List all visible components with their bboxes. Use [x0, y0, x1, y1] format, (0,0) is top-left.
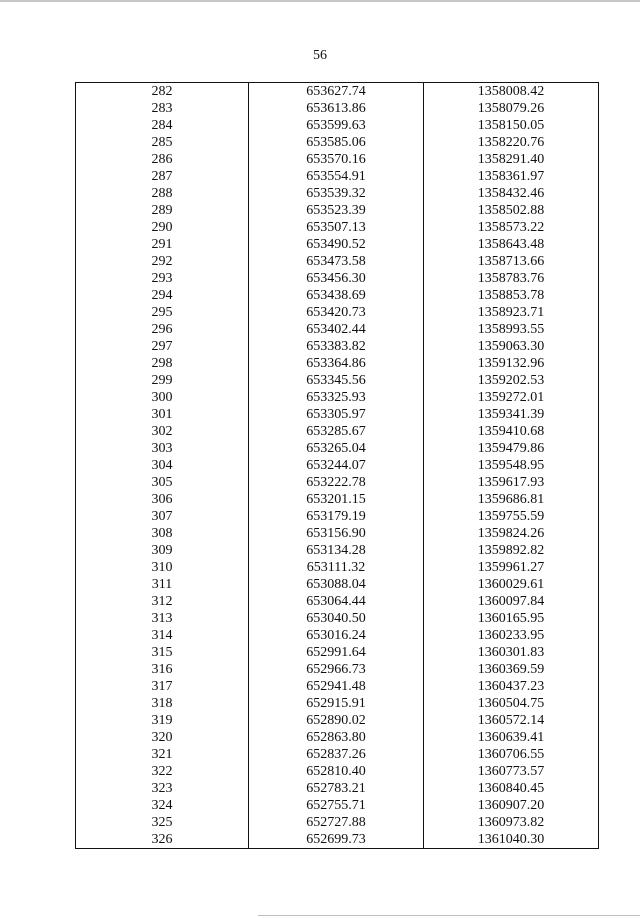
coordinate-table — [75, 82, 599, 849]
coordinate-y-cell: 1358643.48 — [424, 236, 599, 253]
coordinate-y-cell: 1360706.55 — [424, 746, 599, 763]
table-row — [76, 389, 599, 406]
page-number: 56 — [313, 48, 327, 63]
coordinate-x-cell: 652863.80 — [249, 729, 424, 746]
coordinate-y-cell: 1360097.84 — [424, 593, 599, 610]
table-row — [76, 406, 599, 423]
coordinate-y-cell: 1358502.88 — [424, 202, 599, 219]
coordinate-x-cell: 653040.50 — [249, 610, 424, 627]
table-row — [76, 729, 599, 746]
point-number-cell: 316 — [76, 661, 249, 678]
coordinate-x-cell: 653134.28 — [249, 542, 424, 559]
point-number-cell: 302 — [76, 423, 249, 440]
table-row — [76, 440, 599, 457]
coordinate-y-cell: 1358150.05 — [424, 117, 599, 134]
coordinate-x-cell: 653402.44 — [249, 321, 424, 338]
coordinate-x-cell: 653265.04 — [249, 440, 424, 457]
coordinate-x-cell: 653585.06 — [249, 134, 424, 151]
point-number-cell: 307 — [76, 508, 249, 525]
table-row — [76, 168, 599, 185]
coordinate-y-cell: 1360369.59 — [424, 661, 599, 678]
point-number-cell: 285 — [76, 134, 249, 151]
point-number-cell: 305 — [76, 474, 249, 491]
table-row — [76, 338, 599, 355]
table-row — [76, 457, 599, 474]
table-row — [76, 151, 599, 168]
table-row — [76, 763, 599, 780]
coordinate-y-cell: 1360504.75 — [424, 695, 599, 712]
coordinate-y-cell: 1358432.46 — [424, 185, 599, 202]
coordinate-y-cell: 1361040.30 — [424, 831, 599, 849]
point-number-cell: 319 — [76, 712, 249, 729]
coordinate-x-cell: 653222.78 — [249, 474, 424, 491]
table-row — [76, 542, 599, 559]
coordinate-y-cell: 1360773.57 — [424, 763, 599, 780]
coordinate-x-cell: 653156.90 — [249, 525, 424, 542]
coordinate-x-cell: 653507.13 — [249, 219, 424, 236]
point-number-cell: 317 — [76, 678, 249, 695]
point-number-cell: 318 — [76, 695, 249, 712]
point-number-cell: 309 — [76, 542, 249, 559]
coordinate-y-cell: 1359686.81 — [424, 491, 599, 508]
table-row — [76, 559, 599, 576]
coordinate-x-cell: 653599.63 — [249, 117, 424, 134]
table-row — [76, 270, 599, 287]
coordinate-y-cell: 1360907.20 — [424, 797, 599, 814]
table-row — [76, 372, 599, 389]
point-number-cell: 322 — [76, 763, 249, 780]
coordinate-y-cell: 1360165.95 — [424, 610, 599, 627]
table-row — [76, 423, 599, 440]
coordinate-x-cell: 653438.69 — [249, 287, 424, 304]
table-row — [76, 219, 599, 236]
coordinate-x-cell: 653383.82 — [249, 338, 424, 355]
table-row — [76, 253, 599, 270]
table-row — [76, 185, 599, 202]
point-number-cell: 325 — [76, 814, 249, 831]
table-row — [76, 695, 599, 712]
point-number-cell: 310 — [76, 559, 249, 576]
table-row — [76, 712, 599, 729]
coordinate-y-cell: 1359961.27 — [424, 559, 599, 576]
coordinate-x-cell: 653420.73 — [249, 304, 424, 321]
coordinate-x-cell: 652755.71 — [249, 797, 424, 814]
coordinate-x-cell: 652727.88 — [249, 814, 424, 831]
coordinate-y-cell: 1360973.82 — [424, 814, 599, 831]
coordinate-y-cell: 1359548.95 — [424, 457, 599, 474]
point-number-cell: 299 — [76, 372, 249, 389]
coordinate-y-cell: 1359063.30 — [424, 338, 599, 355]
table-row — [76, 780, 599, 797]
coordinate-x-cell: 653201.15 — [249, 491, 424, 508]
coordinate-table-body — [76, 83, 599, 849]
point-number-cell: 290 — [76, 219, 249, 236]
point-number-cell: 320 — [76, 729, 249, 746]
coordinate-x-cell: 653325.93 — [249, 389, 424, 406]
point-number-cell: 308 — [76, 525, 249, 542]
coordinate-x-cell: 653364.86 — [249, 355, 424, 372]
coordinate-y-cell: 1358993.55 — [424, 321, 599, 338]
coordinate-x-cell: 652837.26 — [249, 746, 424, 763]
table-row — [76, 491, 599, 508]
table-row — [76, 304, 599, 321]
point-number-cell: 291 — [76, 236, 249, 253]
point-number-cell: 284 — [76, 117, 249, 134]
coordinate-x-cell: 652699.73 — [249, 831, 424, 849]
point-number-cell: 314 — [76, 627, 249, 644]
coordinate-x-cell: 653570.16 — [249, 151, 424, 168]
coordinate-y-cell: 1358361.97 — [424, 168, 599, 185]
point-number-cell: 283 — [76, 100, 249, 117]
coordinate-y-cell: 1358008.42 — [424, 83, 599, 101]
point-number-cell: 326 — [76, 831, 249, 849]
point-number-cell: 324 — [76, 797, 249, 814]
coordinate-x-cell: 653088.04 — [249, 576, 424, 593]
coordinate-x-cell: 653539.32 — [249, 185, 424, 202]
coordinate-y-cell: 1359272.01 — [424, 389, 599, 406]
point-number-cell: 286 — [76, 151, 249, 168]
scan-edge-top — [0, 0, 640, 2]
coordinate-x-cell: 653627.74 — [249, 83, 424, 101]
table-row — [76, 644, 599, 661]
table-row — [76, 831, 599, 849]
point-number-cell: 288 — [76, 185, 249, 202]
coordinate-y-cell: 1359755.59 — [424, 508, 599, 525]
coordinate-x-cell: 653456.30 — [249, 270, 424, 287]
point-number-cell: 323 — [76, 780, 249, 797]
point-number-cell: 294 — [76, 287, 249, 304]
point-number-cell: 311 — [76, 576, 249, 593]
coordinate-x-cell: 653016.24 — [249, 627, 424, 644]
coordinate-x-cell: 652890.02 — [249, 712, 424, 729]
point-number-cell: 315 — [76, 644, 249, 661]
coordinate-x-cell: 653554.91 — [249, 168, 424, 185]
point-number-cell: 297 — [76, 338, 249, 355]
point-number-cell: 321 — [76, 746, 249, 763]
table-row — [76, 287, 599, 304]
table-row — [76, 355, 599, 372]
table-row — [76, 610, 599, 627]
coordinate-y-cell: 1358220.76 — [424, 134, 599, 151]
coordinate-x-cell: 653345.56 — [249, 372, 424, 389]
coordinate-y-cell: 1359479.86 — [424, 440, 599, 457]
coordinate-x-cell: 652915.91 — [249, 695, 424, 712]
table-row — [76, 661, 599, 678]
coordinate-y-cell: 1360029.61 — [424, 576, 599, 593]
table-row — [76, 117, 599, 134]
point-number-cell: 304 — [76, 457, 249, 474]
coordinate-x-cell: 652941.48 — [249, 678, 424, 695]
point-number-cell: 289 — [76, 202, 249, 219]
table-row — [76, 814, 599, 831]
point-number-cell: 293 — [76, 270, 249, 287]
point-number-cell: 300 — [76, 389, 249, 406]
point-number-cell: 287 — [76, 168, 249, 185]
coordinate-y-cell: 1360437.23 — [424, 678, 599, 695]
point-number-cell: 292 — [76, 253, 249, 270]
table-row — [76, 508, 599, 525]
coordinate-y-cell: 1358079.26 — [424, 100, 599, 117]
coordinate-x-cell: 653285.67 — [249, 423, 424, 440]
coordinate-x-cell: 653305.97 — [249, 406, 424, 423]
coordinate-y-cell: 1359132.96 — [424, 355, 599, 372]
table-row — [76, 202, 599, 219]
coordinate-x-cell: 652991.64 — [249, 644, 424, 661]
coordinate-y-cell: 1358853.78 — [424, 287, 599, 304]
coordinate-x-cell: 653064.44 — [249, 593, 424, 610]
table-row — [76, 474, 599, 491]
table-row — [76, 678, 599, 695]
coordinate-table-container — [75, 82, 598, 849]
coordinate-y-cell: 1360572.14 — [424, 712, 599, 729]
point-number-cell: 301 — [76, 406, 249, 423]
coordinate-y-cell: 1358573.22 — [424, 219, 599, 236]
coordinate-x-cell: 652966.73 — [249, 661, 424, 678]
coordinate-x-cell: 653523.39 — [249, 202, 424, 219]
table-row — [76, 321, 599, 338]
coordinate-x-cell: 653111.32 — [249, 559, 424, 576]
coordinate-y-cell: 1360840.45 — [424, 780, 599, 797]
point-number-cell: 303 — [76, 440, 249, 457]
table-row — [76, 576, 599, 593]
coordinate-y-cell: 1359892.82 — [424, 542, 599, 559]
scan-edge-bottom — [258, 915, 640, 916]
table-row — [76, 593, 599, 610]
coordinate-y-cell: 1358783.76 — [424, 270, 599, 287]
coordinate-y-cell: 1360301.83 — [424, 644, 599, 661]
point-number-cell: 312 — [76, 593, 249, 610]
coordinate-x-cell: 653613.86 — [249, 100, 424, 117]
coordinate-y-cell: 1359824.26 — [424, 525, 599, 542]
table-row — [76, 100, 599, 117]
table-row — [76, 627, 599, 644]
coordinate-y-cell: 1360233.95 — [424, 627, 599, 644]
point-number-cell: 306 — [76, 491, 249, 508]
point-number-cell: 282 — [76, 83, 249, 101]
table-row — [76, 134, 599, 151]
point-number-cell: 295 — [76, 304, 249, 321]
table-row — [76, 525, 599, 542]
table-row — [76, 797, 599, 814]
table-row — [76, 746, 599, 763]
table-row — [76, 83, 599, 101]
coordinate-y-cell: 1359410.68 — [424, 423, 599, 440]
point-number-cell: 296 — [76, 321, 249, 338]
coordinate-x-cell: 653473.58 — [249, 253, 424, 270]
coordinate-y-cell: 1358923.71 — [424, 304, 599, 321]
coordinate-x-cell: 653244.07 — [249, 457, 424, 474]
coordinate-y-cell: 1359202.53 — [424, 372, 599, 389]
coordinate-y-cell: 1360639.41 — [424, 729, 599, 746]
coordinate-y-cell: 1359341.39 — [424, 406, 599, 423]
coordinate-y-cell: 1358713.66 — [424, 253, 599, 270]
coordinate-x-cell: 652783.21 — [249, 780, 424, 797]
point-number-cell: 313 — [76, 610, 249, 627]
coordinate-y-cell: 1359617.93 — [424, 474, 599, 491]
coordinate-x-cell: 653490.52 — [249, 236, 424, 253]
coordinate-x-cell: 653179.19 — [249, 508, 424, 525]
coordinate-x-cell: 652810.40 — [249, 763, 424, 780]
point-number-cell: 298 — [76, 355, 249, 372]
table-row — [76, 236, 599, 253]
coordinate-y-cell: 1358291.40 — [424, 151, 599, 168]
